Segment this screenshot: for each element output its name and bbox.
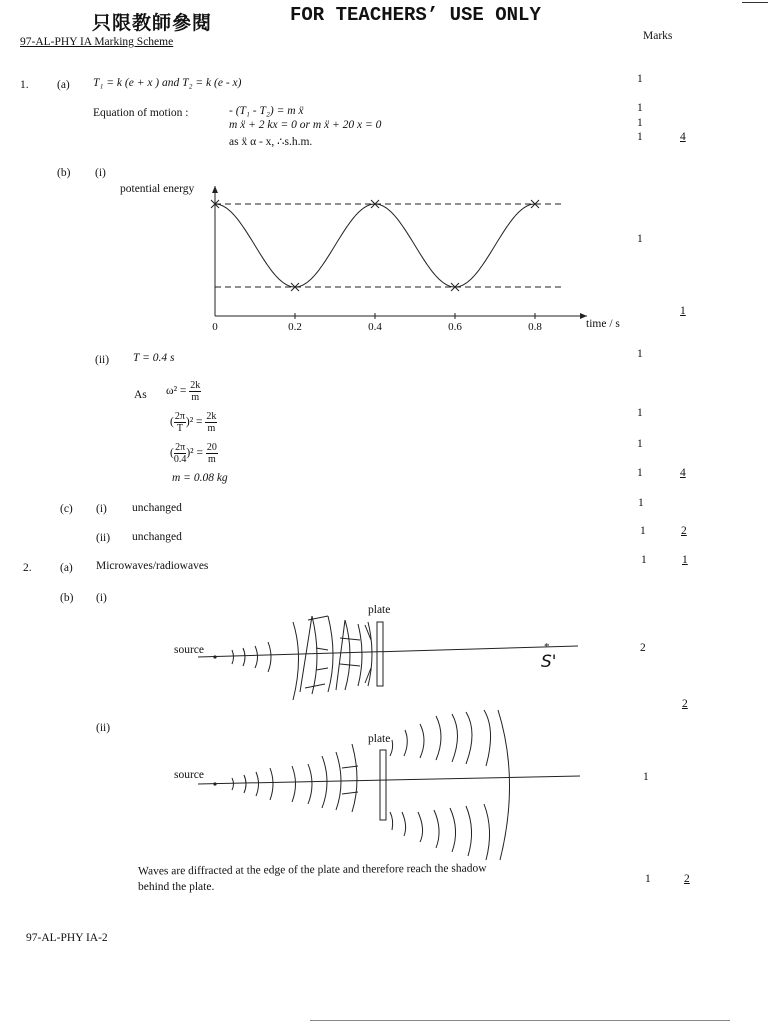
l2-rnum: 2k <box>206 411 217 422</box>
q1a-mark-1: 1 <box>637 73 643 85</box>
l3-den: 0.4 <box>173 454 187 465</box>
q1cii-text: unchanged <box>132 531 182 543</box>
q2a-mark: 1 <box>641 554 647 566</box>
q1bii-result: m = 0.08 kg <box>172 472 228 484</box>
q2bi-label: (i) <box>96 592 107 604</box>
l2-den: T <box>176 423 183 434</box>
q1bii-total: 4 <box>680 467 686 479</box>
q2a-label: (a) <box>60 562 73 574</box>
english-title: FOR TEACHERS’ USE ONLY <box>290 4 541 26</box>
l2-num: 2π <box>174 411 185 422</box>
q1-number: 1. <box>20 79 29 91</box>
marks-heading: Marks <box>643 30 673 42</box>
q1a-eom-line2: m ẍ + 2 kx = 0 or m ẍ + 20 x = 0 <box>229 119 382 131</box>
q2b-conclusion-line1: Waves are diffracted at the edge of the plate and therefore reach the shadow <box>137 862 487 878</box>
diagram2-plate <box>380 750 386 820</box>
x-tick-label-1: 0.2 <box>288 321 302 333</box>
q1ci-text: unchanged <box>132 502 182 514</box>
q2b-conclusion-mark: 1 <box>645 873 651 885</box>
q1bii-as: As <box>134 389 147 401</box>
q1bii-period: T = 0.4 s <box>133 352 175 364</box>
l2-pow: )² = <box>185 416 203 429</box>
x-tick-label-2: 0.4 <box>368 321 382 333</box>
q1a-mark-3: 1 <box>637 117 643 129</box>
l3-pow: )² = <box>186 447 203 460</box>
q1b-label: (b) <box>57 167 71 179</box>
diagram1-image-star: * <box>544 641 550 653</box>
q1a-eom-label: Equation of motion : <box>93 107 189 119</box>
q2bii-plate-label: plate <box>368 733 391 745</box>
q2b-conclusion-total: 2 <box>684 873 690 885</box>
q2-number: 2. <box>23 562 32 574</box>
q1ci-label: (i) <box>96 503 107 515</box>
l3-num: 2π <box>175 442 186 453</box>
q1bi-total: 1 <box>680 305 686 317</box>
q1c-total: 2 <box>681 525 687 537</box>
q2bi-image-label: S' <box>541 652 557 672</box>
l3-rden: m <box>207 454 216 465</box>
q2bi-mark: 2 <box>640 642 646 654</box>
q2bi-source-label: source <box>174 644 205 656</box>
bottom-edge-line <box>310 1020 730 1021</box>
q2bi-plate-label: plate <box>368 604 391 616</box>
q2bii-label: (ii) <box>96 722 111 734</box>
graph-ylabel: potential energy <box>120 183 195 195</box>
q1cii-label: (ii) <box>96 532 111 544</box>
q1a-mark-2: 1 <box>637 102 643 114</box>
x-tick-label-0: 0 <box>212 321 218 333</box>
graph-xlabel: time / s <box>586 318 620 330</box>
q2bii-mark: 1 <box>643 771 649 783</box>
q1bii-mark-2: 1 <box>637 407 643 419</box>
q1a-eom-line3: as ẍ α - x, ∴s.h.m. <box>229 136 313 148</box>
q2b-total: 2 <box>682 698 688 710</box>
diagram2-axis <box>198 776 580 784</box>
q2b-conclusion-line2: behind the plate. <box>138 881 215 893</box>
q1bii-mark-4: 1 <box>637 467 643 479</box>
q2b-label: (b) <box>60 592 74 604</box>
q1bi-label: (i) <box>95 167 106 179</box>
q1bii-mark-1: 1 <box>637 348 643 360</box>
q1c-mark-2: 1 <box>640 525 646 537</box>
q1bii-label: (ii) <box>95 354 110 366</box>
q1bii-mark-3: 1 <box>637 438 643 450</box>
scheme-title: 97-AL-PHY IA Marking Scheme <box>20 36 174 48</box>
l3-rnum: 20 <box>206 442 217 453</box>
q1a-mark-4: 1 <box>637 131 643 143</box>
q1c-mark-1: 1 <box>638 497 644 509</box>
chinese-title: 只限教師參閱 <box>92 12 213 34</box>
l2-rden: m <box>207 423 216 434</box>
q1a-eom-line1: - (T₁ - T₂) = m ẍ <box>229 105 304 117</box>
q2a-text: Microwaves/radiowaves <box>96 560 209 572</box>
omega-den: m <box>191 392 200 403</box>
q1bi-mark: 1 <box>637 233 643 245</box>
x-tick-label-4: 0.8 <box>528 321 542 333</box>
q2bii-source-label: source <box>174 769 205 781</box>
x-tick-label-3: 0.6 <box>448 321 462 333</box>
q1c-label: (c) <box>60 503 73 515</box>
q2a-total: 1 <box>682 554 688 566</box>
q1bii-line2: ( $\frac{2\pi}{T}$ )² = $\frac{2k}{m}$ <box>170 411 217 434</box>
q1bii-line3: ( $\frac{2\pi}{0.4}$ )² = $\frac{20}{m}$ <box>170 442 217 465</box>
page-footer: 97-AL-PHY IA-2 <box>26 932 108 944</box>
omega-num: 2k <box>190 380 201 391</box>
diagram2-arrows <box>342 766 358 794</box>
q1a-label: (a) <box>57 79 70 91</box>
omega-lhs: ω² = <box>166 385 187 398</box>
q1a-tensions: T₁ = k (e + x ) and T₂ = k (e - x) <box>93 77 242 89</box>
q1a-total: 4 <box>680 131 686 143</box>
diagram2-wavefronts <box>232 710 510 860</box>
diagram2-source-point <box>213 782 216 785</box>
